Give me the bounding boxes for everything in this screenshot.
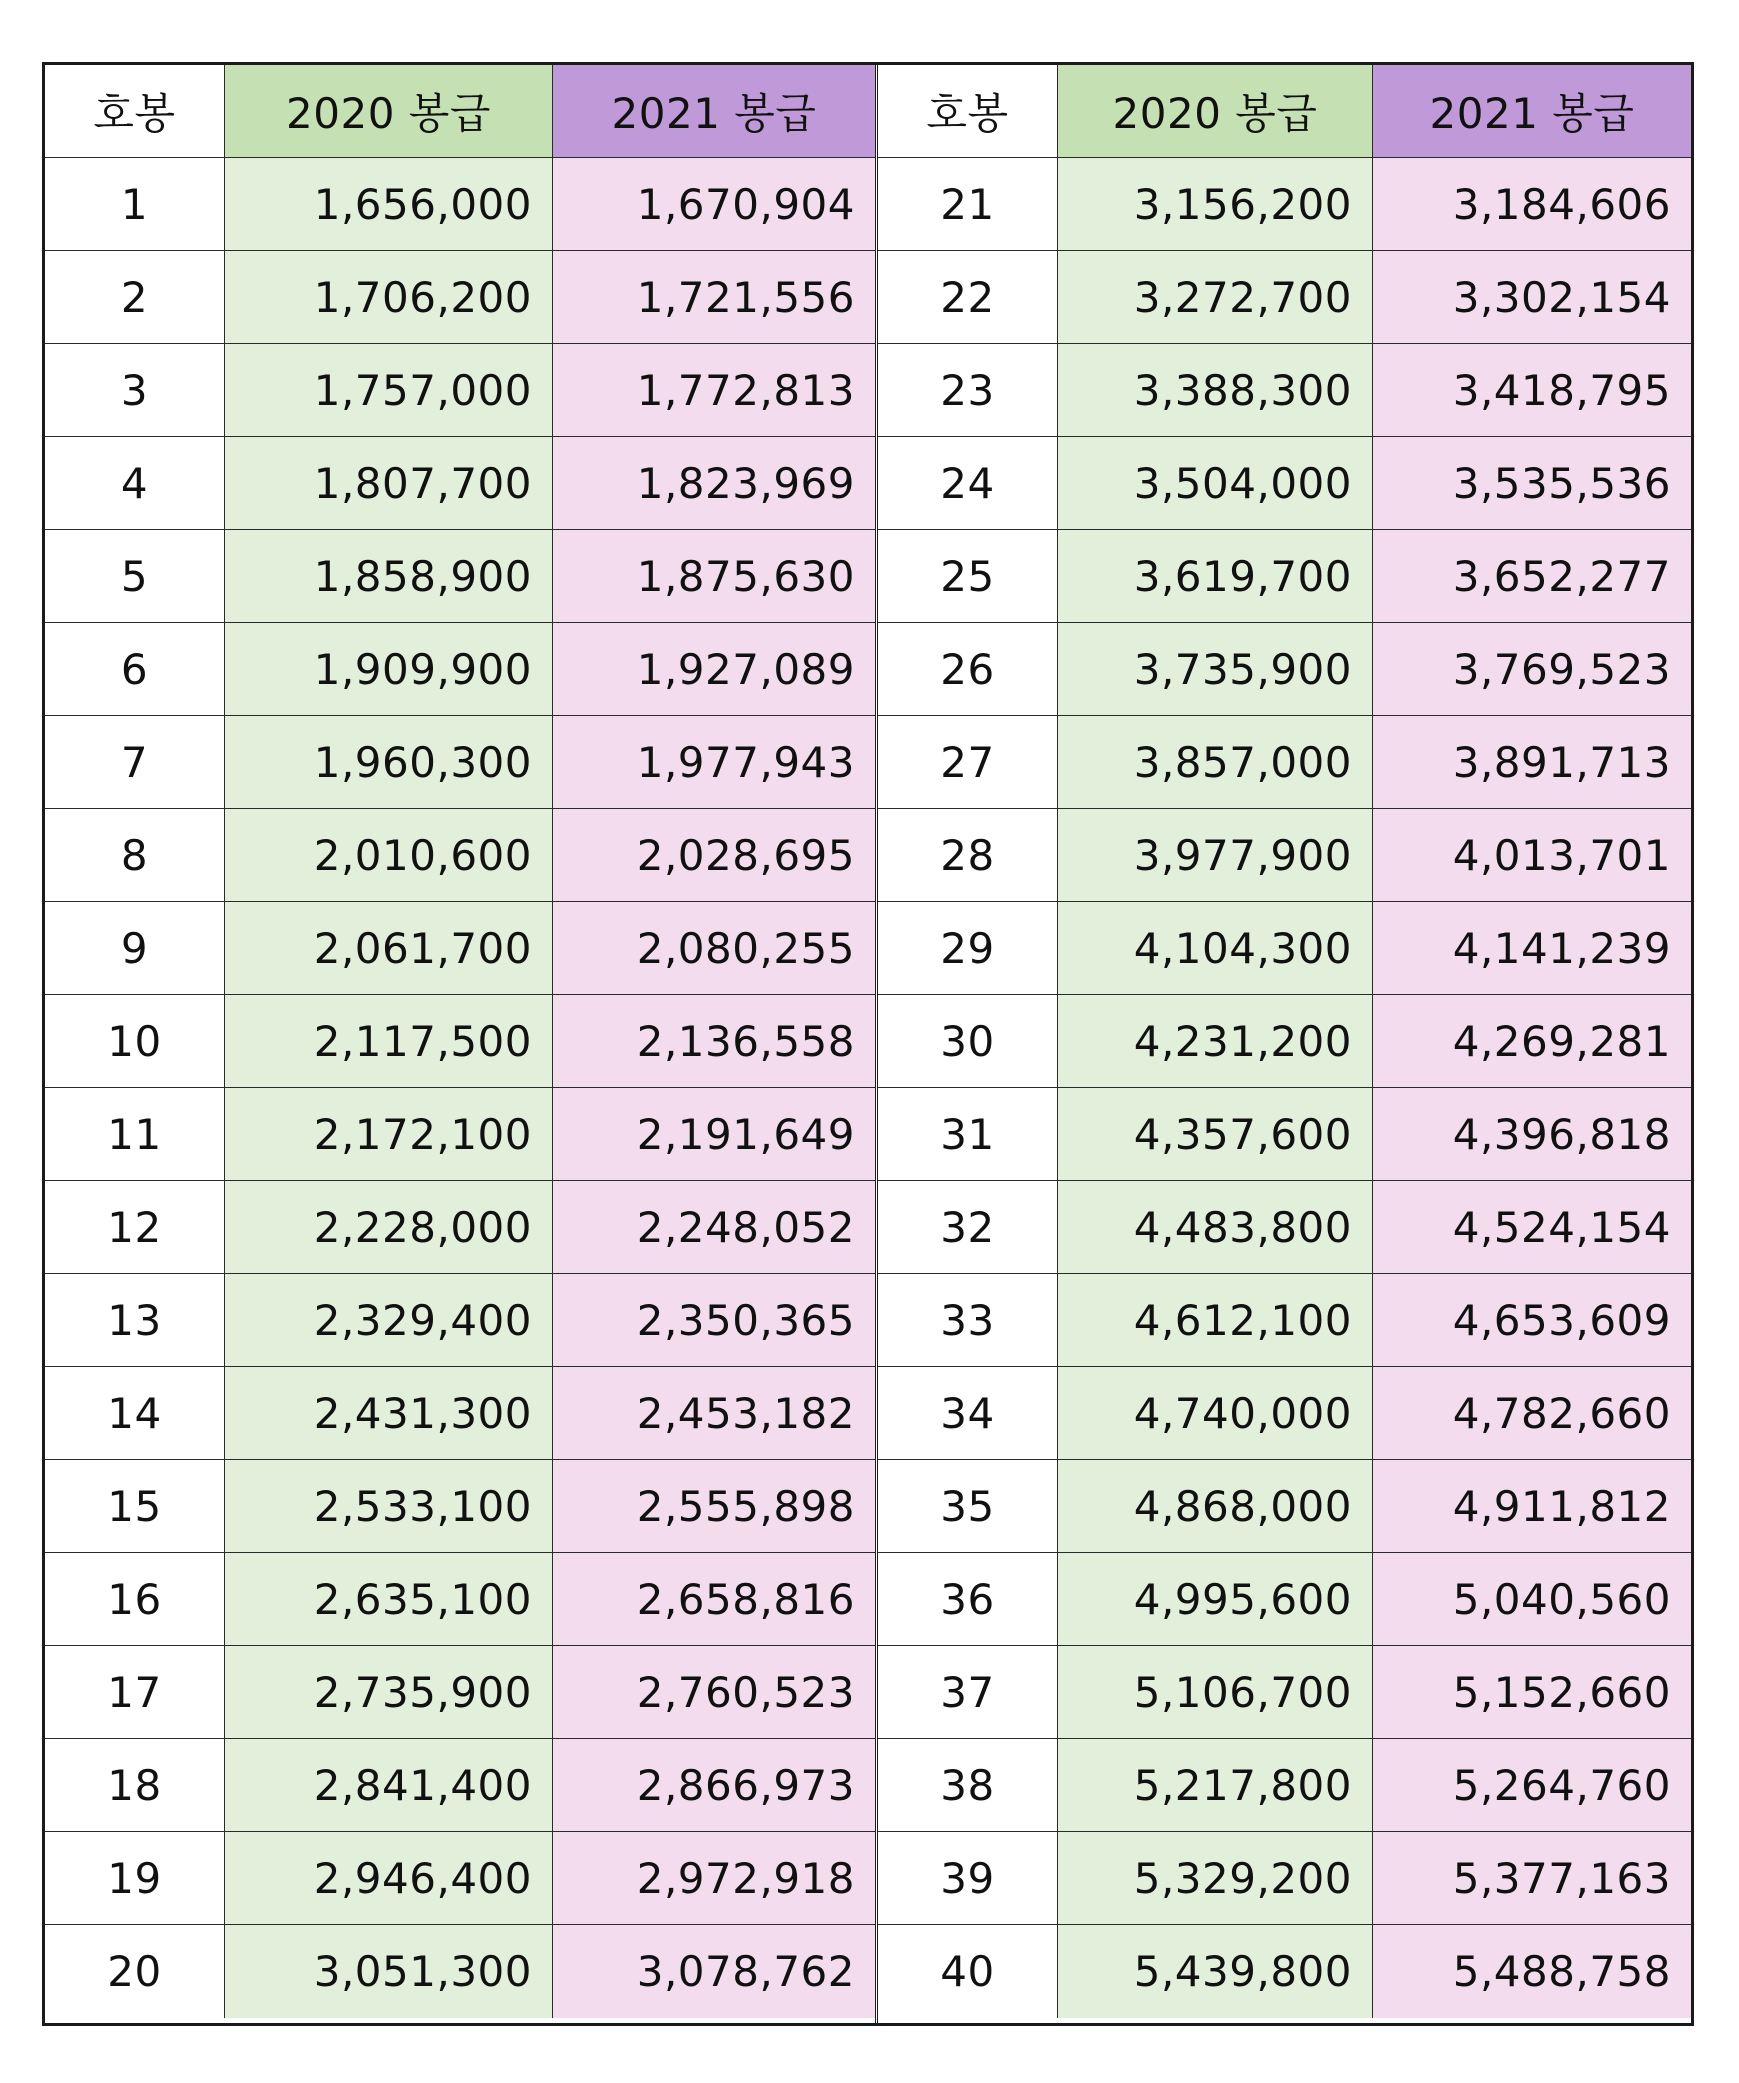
salary-2020-cell: 2,329,400 — [225, 1274, 553, 1366]
salary-2020-cell: 3,388,300 — [1058, 344, 1373, 436]
salary-2021-cell: 5,264,760 — [1373, 1739, 1691, 1831]
salary-2021-cell: 3,078,762 — [553, 1925, 875, 2018]
salary-2021-cell: 2,760,523 — [553, 1646, 875, 1738]
salary-2020-cell: 3,977,900 — [1058, 809, 1373, 901]
header-2020-salary: 2020 봉급 — [225, 65, 553, 157]
table-row — [878, 1181, 1691, 1274]
salary-2020-cell: 5,106,700 — [1058, 1646, 1373, 1738]
salary-2020-cell: 2,431,300 — [225, 1367, 553, 1459]
salary-2021-cell: 5,040,560 — [1373, 1553, 1691, 1645]
step-cell: 28 — [878, 809, 1058, 901]
salary-2020-cell: 1,960,300 — [225, 716, 553, 808]
table-row — [878, 623, 1691, 716]
step-cell: 15 — [45, 1460, 225, 1552]
salary-2021-cell: 3,891,713 — [1373, 716, 1691, 808]
salary-2021-cell: 2,136,558 — [553, 995, 875, 1087]
salary-2020-cell: 4,740,000 — [1058, 1367, 1373, 1459]
salary-2021-cell: 2,555,898 — [553, 1460, 875, 1552]
salary-2020-cell: 5,439,800 — [1058, 1925, 1373, 2018]
table-row — [878, 158, 1691, 251]
step-cell: 25 — [878, 530, 1058, 622]
salary-2021-cell: 1,977,943 — [553, 716, 875, 808]
step-cell: 35 — [878, 1460, 1058, 1552]
step-cell: 23 — [878, 344, 1058, 436]
table-row — [878, 1460, 1691, 1553]
salary-2020-cell: 2,946,400 — [225, 1832, 553, 1924]
salary-2020-cell: 1,706,200 — [225, 251, 553, 343]
table-row — [878, 530, 1691, 623]
step-cell: 24 — [878, 437, 1058, 529]
salary-2020-cell: 1,757,000 — [225, 344, 553, 436]
salary-2020-cell: 1,909,900 — [225, 623, 553, 715]
table-row — [878, 995, 1691, 1088]
salary-2020-cell: 3,504,000 — [1058, 437, 1373, 529]
table-row — [45, 1088, 875, 1181]
salary-2020-cell: 5,329,200 — [1058, 1832, 1373, 1924]
step-cell: 6 — [45, 623, 225, 715]
step-cell: 18 — [45, 1739, 225, 1831]
table-row — [878, 902, 1691, 995]
step-cell: 13 — [45, 1274, 225, 1366]
table-row — [45, 1460, 875, 1553]
table-row — [45, 809, 875, 902]
step-cell: 36 — [878, 1553, 1058, 1645]
salary-2021-cell: 3,418,795 — [1373, 344, 1691, 436]
step-cell: 14 — [45, 1367, 225, 1459]
table-row — [45, 1367, 875, 1460]
salary-2021-cell: 2,350,365 — [553, 1274, 875, 1366]
table-row — [45, 344, 875, 437]
table-row — [45, 1832, 875, 1925]
salary-2020-cell: 4,104,300 — [1058, 902, 1373, 994]
step-cell: 31 — [878, 1088, 1058, 1180]
salary-2021-cell: 3,184,606 — [1373, 158, 1691, 250]
step-cell: 34 — [878, 1367, 1058, 1459]
salary-2020-cell: 4,357,600 — [1058, 1088, 1373, 1180]
step-cell: 30 — [878, 995, 1058, 1087]
step-cell: 9 — [45, 902, 225, 994]
salary-2021-cell: 2,453,182 — [553, 1367, 875, 1459]
table-row — [45, 158, 875, 251]
table-row — [45, 1646, 875, 1739]
salary-2021-cell: 2,866,973 — [553, 1739, 875, 1831]
step-cell: 4 — [45, 437, 225, 529]
table-row — [45, 1274, 875, 1367]
table-row — [878, 1088, 1691, 1181]
header-2021-salary: 2021 봉급 — [1373, 65, 1691, 157]
step-cell: 32 — [878, 1181, 1058, 1273]
salary-2021-cell: 4,782,660 — [1373, 1367, 1691, 1459]
table-row — [45, 1925, 875, 2018]
salary-2021-cell: 4,396,818 — [1373, 1088, 1691, 1180]
salary-2020-cell: 2,841,400 — [225, 1739, 553, 1831]
step-cell: 2 — [45, 251, 225, 343]
header-row — [45, 65, 875, 158]
salary-2020-cell: 4,231,200 — [1058, 995, 1373, 1087]
step-cell: 33 — [878, 1274, 1058, 1366]
salary-2021-cell: 2,080,255 — [553, 902, 875, 994]
table-row — [45, 1181, 875, 1274]
step-cell: 1 — [45, 158, 225, 250]
salary-2020-cell: 3,156,200 — [1058, 158, 1373, 250]
salary-2020-cell: 3,857,000 — [1058, 716, 1373, 808]
salary-2020-cell: 3,272,700 — [1058, 251, 1373, 343]
table-row — [878, 344, 1691, 437]
salary-2020-cell: 3,051,300 — [225, 1925, 553, 2018]
step-cell: 38 — [878, 1739, 1058, 1831]
table-row — [878, 1367, 1691, 1460]
table-row — [878, 1274, 1691, 1367]
salary-2021-cell: 2,028,695 — [553, 809, 875, 901]
salary-2020-cell: 4,612,100 — [1058, 1274, 1373, 1366]
step-cell: 3 — [45, 344, 225, 436]
table-row — [878, 716, 1691, 809]
salary-2021-cell: 1,875,630 — [553, 530, 875, 622]
table-right-half — [878, 65, 1691, 2023]
salary-2021-cell: 4,269,281 — [1373, 995, 1691, 1087]
table-row — [878, 1925, 1691, 2018]
salary-2020-cell: 1,807,700 — [225, 437, 553, 529]
step-cell: 39 — [878, 1832, 1058, 1924]
header-step: 호봉 — [878, 65, 1058, 157]
salary-2020-cell: 3,735,900 — [1058, 623, 1373, 715]
table-row — [45, 902, 875, 995]
salary-2020-cell: 1,656,000 — [225, 158, 553, 250]
step-cell: 29 — [878, 902, 1058, 994]
salary-2020-cell: 3,619,700 — [1058, 530, 1373, 622]
salary-2021-cell: 4,911,812 — [1373, 1460, 1691, 1552]
salary-2021-cell: 4,653,609 — [1373, 1274, 1691, 1366]
table-row — [45, 1739, 875, 1832]
table-row — [45, 995, 875, 1088]
salary-2020-cell: 5,217,800 — [1058, 1739, 1373, 1831]
header-row — [878, 65, 1691, 158]
salary-2021-cell: 4,141,239 — [1373, 902, 1691, 994]
step-cell: 17 — [45, 1646, 225, 1738]
salary-2021-cell: 3,652,277 — [1373, 530, 1691, 622]
salary-2021-cell: 2,248,052 — [553, 1181, 875, 1273]
step-cell: 11 — [45, 1088, 225, 1180]
salary-2021-cell: 4,013,701 — [1373, 809, 1691, 901]
salary-2020-cell: 4,995,600 — [1058, 1553, 1373, 1645]
step-cell: 5 — [45, 530, 225, 622]
salary-2021-cell: 2,972,918 — [553, 1832, 875, 1924]
salary-2021-cell: 5,377,163 — [1373, 1832, 1691, 1924]
header-2020-salary: 2020 봉급 — [1058, 65, 1373, 157]
salary-2021-cell: 5,488,758 — [1373, 1925, 1691, 2018]
salary-2021-cell: 1,927,089 — [553, 623, 875, 715]
step-cell: 19 — [45, 1832, 225, 1924]
table-row — [45, 1553, 875, 1646]
step-cell: 22 — [878, 251, 1058, 343]
salary-2020-cell: 1,858,900 — [225, 530, 553, 622]
table-row — [878, 1646, 1691, 1739]
salary-2021-cell: 3,535,536 — [1373, 437, 1691, 529]
salary-2021-cell: 3,769,523 — [1373, 623, 1691, 715]
table-row — [878, 1553, 1691, 1646]
salary-2021-cell: 2,191,649 — [553, 1088, 875, 1180]
salary-2020-cell: 4,868,000 — [1058, 1460, 1373, 1552]
salary-2021-cell: 2,658,816 — [553, 1553, 875, 1645]
table-row — [45, 251, 875, 344]
table-left-half — [45, 65, 878, 2023]
salary-2020-cell: 2,010,600 — [225, 809, 553, 901]
salary-2021-cell: 3,302,154 — [1373, 251, 1691, 343]
table-row — [878, 1739, 1691, 1832]
step-cell: 12 — [45, 1181, 225, 1273]
salary-2020-cell: 2,533,100 — [225, 1460, 553, 1552]
step-cell: 40 — [878, 1925, 1058, 2018]
table-row — [45, 437, 875, 530]
salary-2021-cell: 1,772,813 — [553, 344, 875, 436]
table-row — [878, 809, 1691, 902]
table-row — [878, 1832, 1691, 1925]
step-cell: 10 — [45, 995, 225, 1087]
salary-table — [42, 62, 1694, 2026]
step-cell: 7 — [45, 716, 225, 808]
step-cell: 21 — [878, 158, 1058, 250]
step-cell: 26 — [878, 623, 1058, 715]
header-2021-salary: 2021 봉급 — [553, 65, 875, 157]
table-row — [878, 437, 1691, 530]
salary-2021-cell: 1,823,969 — [553, 437, 875, 529]
salary-2020-cell: 2,635,100 — [225, 1553, 553, 1645]
salary-2020-cell: 4,483,800 — [1058, 1181, 1373, 1273]
table-row — [45, 623, 875, 716]
step-cell: 8 — [45, 809, 225, 901]
salary-2020-cell: 2,117,500 — [225, 995, 553, 1087]
step-cell: 16 — [45, 1553, 225, 1645]
table-row — [45, 716, 875, 809]
salary-2020-cell: 2,228,000 — [225, 1181, 553, 1273]
salary-2020-cell: 2,061,700 — [225, 902, 553, 994]
step-cell: 37 — [878, 1646, 1058, 1738]
salary-2021-cell: 1,670,904 — [553, 158, 875, 250]
table-row — [878, 251, 1691, 344]
header-step: 호봉 — [45, 65, 225, 157]
salary-2021-cell: 1,721,556 — [553, 251, 875, 343]
step-cell: 27 — [878, 716, 1058, 808]
table-row — [45, 530, 875, 623]
salary-2020-cell: 2,735,900 — [225, 1646, 553, 1738]
salary-2021-cell: 4,524,154 — [1373, 1181, 1691, 1273]
salary-2020-cell: 2,172,100 — [225, 1088, 553, 1180]
salary-2021-cell: 5,152,660 — [1373, 1646, 1691, 1738]
step-cell: 20 — [45, 1925, 225, 2018]
